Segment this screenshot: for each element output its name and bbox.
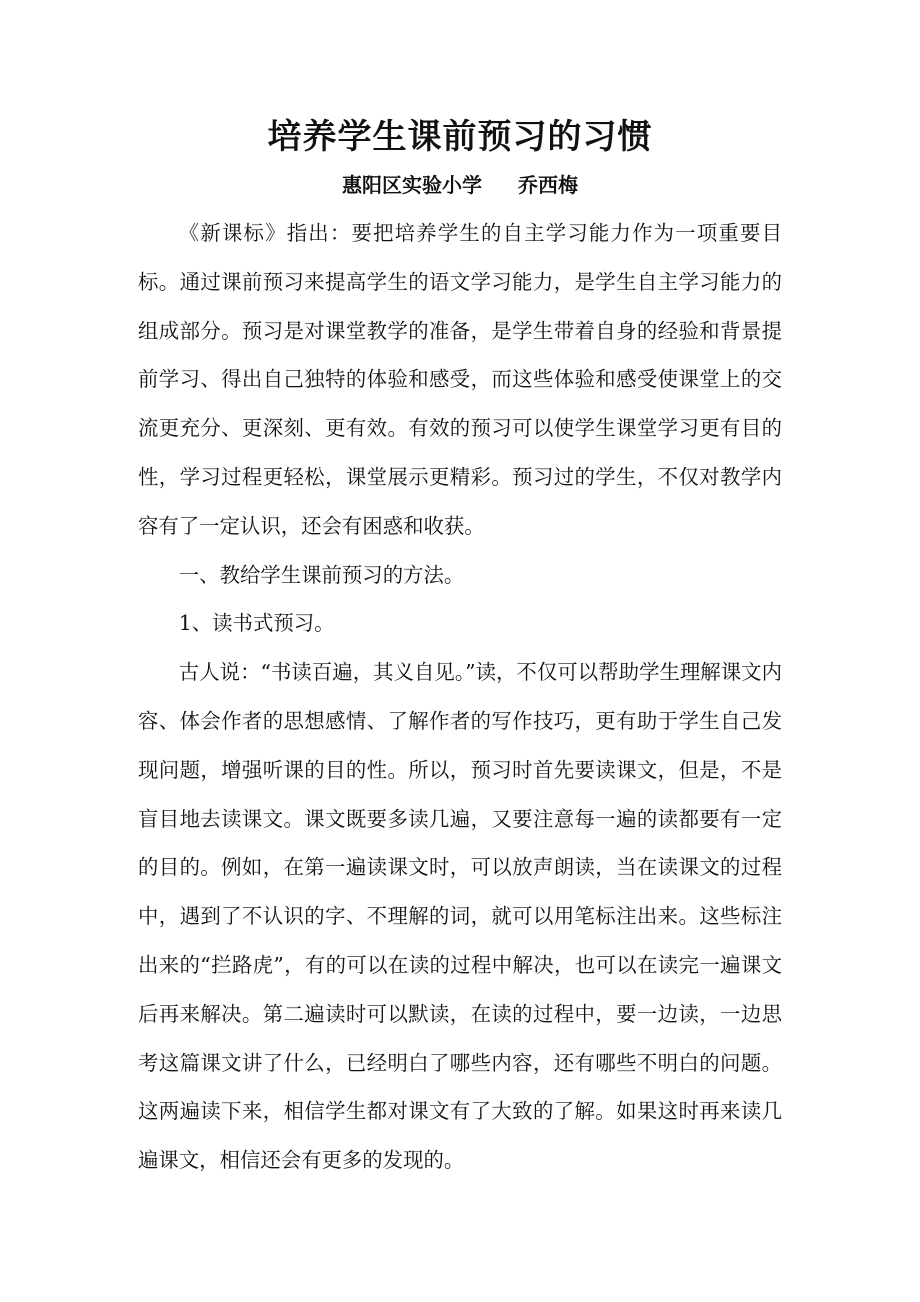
school-name: 惠阳区实验小学: [342, 173, 482, 197]
author-name: 乔西梅: [518, 173, 578, 197]
document-title: 培养学生课前预习的习惯: [267, 117, 653, 157]
paragraph-reading-preview: 古人说：“书读百遍，其义自见。”读，不仅可以帮助学生理解课文内容、体会作者的思想感情、了解作者的写作技巧，更有助于学生自己发现问题，增强听课的目的性。所以，预习时首先要读课文，但是，不是盲目地去读课文。课文既要多读几遍，又要注意每一遍的读都要有一定的目的。例如，在第一遍读课文时，可以放声朗读，当在读课文的过程中，遇到了不认识的字、不理解的词，就可以用笔标注出来。这些标注出来的“拦路虎”，有的可以在读的过程中解决，也可以在读完一遍课文后再来解决。第二遍读时可以默读，在读的过程中，要一边读，一边思考这篇课文讲了什么，已经明白了哪些内容，还有哪些不明白的问题。这两遍读下来，相信学生都对课文有了大致的了解。如果这时再来读几遍课文，相信还会有更多的发现的。: [138, 660, 782, 1173]
section-heading: 一、教给学生课前预习的方法。: [178, 562, 465, 587]
byline: [0, 168, 920, 202]
subsection-heading: 1、读书式预习。: [178, 611, 335, 636]
paragraph-intro: 《新课标》指出：要把培养学生的自主学习能力作为一项重要目标。通过课前预习来提高学生的语文学习能力，是学生自主学习能力的组成部分。预习是对课堂教学的准备，是学生带着自身的经验和背景提前学习、得出自己独特的体验和感受，而这些体验和感受使课堂上的交流更充分、更深刻、更有效。有效的预习可以使学生课堂学习更有目的性，学习过程更轻松，课堂展示更精彩。预习过的学生，不仅对教学内容有了一定认识，还会有困惑和收获。: [138, 221, 782, 538]
document-body: [138, 209, 782, 1185]
